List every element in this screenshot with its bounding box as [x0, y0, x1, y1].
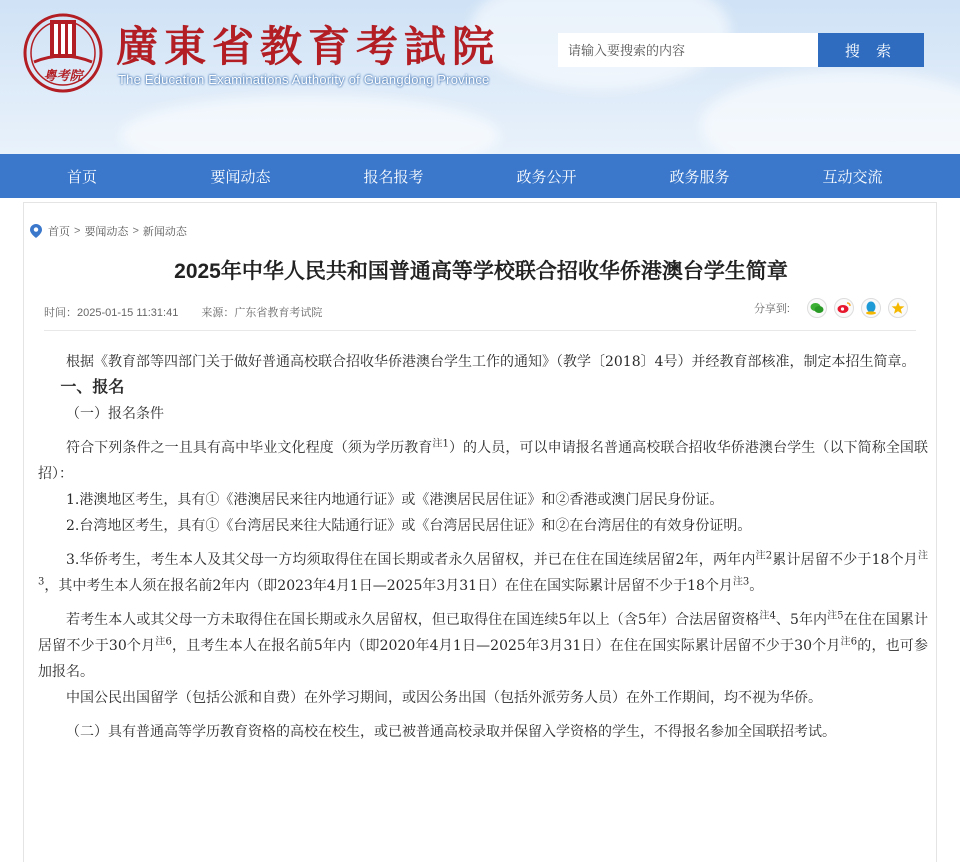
intro-paragraph: 根据《教育部等四部门关于做好普通高校联合招收华侨港澳台学生工作的通知》（教学〔2018〕4号）并经教育部核准，制定本招生简章。	[66, 354, 916, 370]
site-title[interactable]: 廣東省教育考試院	[116, 22, 501, 71]
header-cloud-decoration	[700, 70, 960, 154]
restriction-paragraph: （二）具有普通高等学历教育资格的高校在校生，或已被普通高校录取并保留入学资格的学生，不得报名参加全国联招考试。	[66, 724, 836, 740]
breadcrumb	[30, 223, 187, 239]
publish-time: 时间：2025-01-15 11:31:41	[44, 307, 179, 319]
list-item: 2.台湾地区考生，具有①《台湾居民来往大陆通行证》或《台湾居民居住证》和②在台湾居住的有效身份证明。	[66, 518, 752, 534]
list-item: 1.港澳地区考生，具有①《港澳居民来往内地通行证》或《港澳居民居住证》和②香港或澳门居民身份证。	[66, 492, 724, 508]
footnote-ref[interactable]: 注6	[840, 636, 858, 648]
overseas-study-paragraph: 中国公民出国留学（包括公派和自费）在外学习期间，或因公务出国（包括外派劳务人员）在外工作期间，均不视为华侨。	[66, 690, 822, 706]
breadcrumb-current[interactable]: 新闻动态	[142, 226, 187, 238]
footnote-ref[interactable]: 注6	[155, 636, 172, 648]
footnote-ref[interactable]: 注4	[759, 610, 776, 622]
site-subtitle: The Education Examinations Authority of Guangdong Province	[118, 72, 490, 87]
nav-item-interaction[interactable]: 互动交流	[822, 168, 883, 186]
wechat-icon[interactable]	[807, 298, 827, 318]
share-label: 分享到:	[753, 303, 790, 315]
subsection-heading: （一）报名条件	[66, 406, 164, 422]
article-meta	[44, 304, 342, 320]
site-header	[0, 0, 960, 154]
eligibility-paragraph: 符合下列条件之一且具有高中毕业文化程度（须为学历教育$^{注1}$）的人员，可以申请报名普通高校联合招收华侨港澳台学生（以下简称全国联招）：	[38, 438, 929, 482]
article-source: 来源：广东省教育考试院	[201, 307, 323, 319]
breadcrumb-news[interactable]: 要闻动态	[84, 226, 129, 238]
section-heading: 一、报名	[60, 379, 125, 396]
site-logo-icon[interactable]	[22, 10, 104, 96]
footnote-ref[interactable]: 注2	[755, 550, 773, 562]
nav-item-government-affairs[interactable]: 政务公开	[516, 168, 577, 186]
article-container	[23, 202, 937, 862]
logo-text: 粤考院	[43, 69, 83, 84]
nav-item-government-services[interactable]: 政务服务	[669, 168, 730, 186]
header-cloud-decoration	[120, 95, 500, 154]
footnote-ref[interactable]: 注3	[732, 576, 750, 588]
breadcrumb-home[interactable]: 首页	[48, 226, 70, 238]
footnote-ref[interactable]: 注3	[38, 550, 928, 588]
article-title: 2025年中华人民共和国普通高等学校联合招收华侨港澳台学生简章	[174, 260, 788, 283]
meta-divider	[44, 330, 916, 331]
location-pin-icon	[30, 224, 42, 238]
breadcrumb-separator: >	[132, 225, 139, 237]
list-item: 3.华侨考生，考生本人及其父母一方均须取得住在国长期或者永久居留权，并已在住在国连续居留2年，两年内$^{注2}$累计居留不少于18个月$^{注3}$，其中考生本人须在报名前2年内（即2023年4月1日—2025年3月31日）在住在国实际累计居留不少于18个月$^{注3}$。	[38, 550, 928, 594]
residence-paragraph: 若考生本人或其父母一方未取得住在国长期或永久居留权，但已取得住在国连续5年以上（含5年）合法居留资格$^{注4}$、5年内$^{注5}$在住在国累计居留不少于30个月$^{注6}$，且考生本人在报名前5年内（即2020年4月1日—2025年3月31日）在住在国实际累计居留不少于30个月$^{注6}$的，也可参加报名。	[38, 610, 928, 680]
qzone-icon[interactable]	[888, 298, 908, 318]
share-bar	[754, 298, 908, 318]
nav-item-news[interactable]: 要闻动态	[210, 168, 271, 186]
breadcrumb-separator: >	[74, 225, 81, 237]
footnote-ref[interactable]: 注1	[432, 438, 449, 450]
article-body	[38, 349, 928, 745]
search-button[interactable]: 搜 索	[818, 33, 924, 67]
search-input[interactable]	[558, 33, 818, 67]
footnote-ref[interactable]: 注5	[827, 610, 844, 622]
nav-item-registration[interactable]: 报名报考	[363, 168, 424, 186]
weibo-icon[interactable]	[834, 298, 854, 318]
main-nav	[0, 154, 960, 198]
nav-item-home[interactable]: 首页	[66, 168, 97, 186]
qq-icon[interactable]	[861, 298, 881, 318]
